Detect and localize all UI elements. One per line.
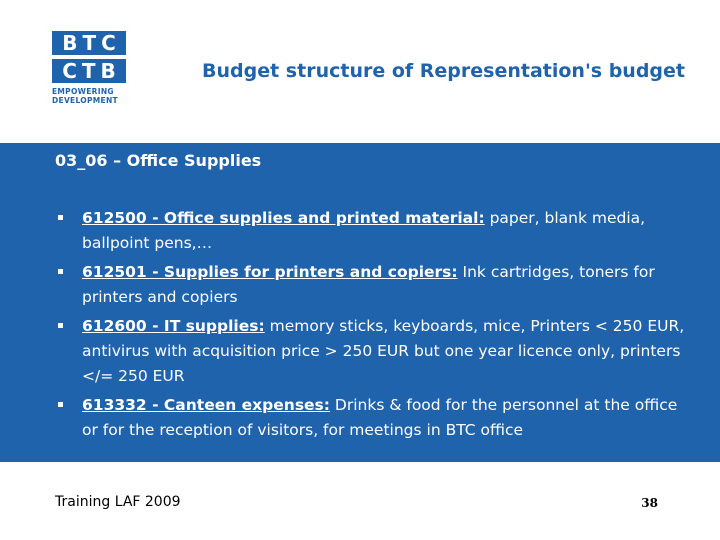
bullet-icon: [58, 323, 63, 328]
budget-description: Ink cartridges, toners for printers and copiers: [82, 263, 655, 306]
footer-label: Training LAF 2009: [55, 494, 181, 510]
logo-ctb: CTB: [52, 59, 126, 83]
list-item-text: [82, 314, 697, 389]
logo-tagline-1: EMPOWERING: [52, 87, 114, 96]
logo-tagline-2: DEVELOPMENT: [52, 96, 118, 105]
budget-description: Drinks & food for the personnel at the office or for the reception of visitors, for meetings in BTC office: [82, 396, 678, 439]
logo-btc: BTC: [52, 31, 126, 55]
budget-description: paper, blank media, ballpoint pens,…: [82, 209, 646, 252]
bullet-icon: [58, 215, 63, 220]
budget-code: 612500 - Office supplies and printed material:: [82, 209, 485, 227]
list-item-text: [82, 393, 697, 443]
bullet-icon: [58, 269, 63, 274]
page-title: Budget structure of Representation's budget: [202, 60, 685, 82]
bullet-icon: [58, 402, 63, 407]
list-item-text: [82, 260, 697, 310]
budget-description: memory sticks, keyboards, mice, Printers < 250 EUR, antivirus with acquisition price > 250 EUR but one year licence only, printers </= 250 EUR: [82, 317, 685, 385]
page-number: 38: [641, 496, 658, 510]
budget-code: 612501 - Supplies for printers and copiers:: [82, 263, 458, 281]
budget-code: 612600 - IT supplies:: [82, 317, 265, 335]
btc-logo: [52, 31, 126, 105]
list-item-text: [82, 206, 697, 256]
budget-code: 613332 - Canteen expenses:: [82, 396, 330, 414]
section-title: 03_06 – Office Supplies: [55, 151, 262, 170]
